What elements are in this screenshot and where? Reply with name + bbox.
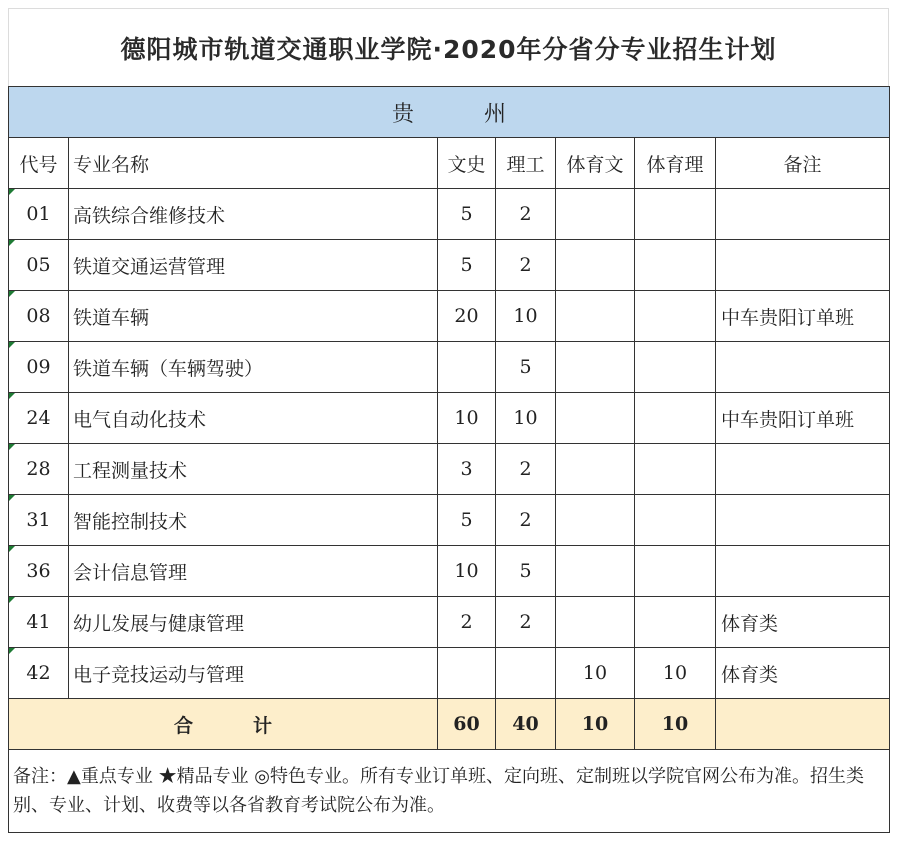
province-header-row — [9, 87, 890, 138]
tiyuli-count: 10 — [635, 648, 716, 699]
wenshi-count — [438, 648, 496, 699]
major-name: 工程测量技术 — [69, 444, 438, 495]
table-row — [9, 291, 890, 342]
wenshi-count: 5 — [438, 189, 496, 240]
major-name: 幼儿发展与健康管理 — [69, 597, 438, 648]
wenshi-count: 2 — [438, 597, 496, 648]
major-name: 会计信息管理 — [69, 546, 438, 597]
major-code: 41 — [9, 597, 69, 648]
table-row — [9, 393, 890, 444]
major-name: 电气自动化技术 — [69, 393, 438, 444]
wenshi-count: 5 — [438, 240, 496, 291]
table-row — [9, 342, 890, 393]
row-note — [716, 495, 890, 546]
row-note — [716, 189, 890, 240]
tiyuwen-count — [556, 189, 635, 240]
ligong-count — [496, 648, 556, 699]
remarks-text: 备注：▲重点专业 ★精品专业 ◎特色专业。所有专业订单班、定向班、定制班以学院官网公布为准。招生类别、专业、计划、收费等以各省教育考试院公布为准。 — [9, 750, 890, 833]
tiyuli-count — [635, 291, 716, 342]
tiyuwen-count — [556, 291, 635, 342]
row-note: 体育类 — [716, 597, 890, 648]
wenshi-count: 5 — [438, 495, 496, 546]
tiyuwen-count — [556, 597, 635, 648]
col-header-note: 备注 — [716, 138, 890, 189]
tiyuli-count — [635, 444, 716, 495]
page-title: 德阳城市轨道交通职业学院·2020年分省分专业招生计划 — [8, 8, 889, 86]
major-name: 智能控制技术 — [69, 495, 438, 546]
ligong-count: 2 — [496, 189, 556, 240]
ligong-count: 10 — [496, 393, 556, 444]
major-code: 28 — [9, 444, 69, 495]
major-code: 36 — [9, 546, 69, 597]
province-name: 贵 州 — [9, 87, 890, 138]
major-code: 01 — [9, 189, 69, 240]
col-header-major: 专业名称 — [69, 138, 438, 189]
major-name: 铁道车辆（车辆驾驶） — [69, 342, 438, 393]
total-tiyuli: 10 — [635, 699, 716, 750]
col-header-ligong: 理工 — [496, 138, 556, 189]
tiyuli-count — [635, 495, 716, 546]
col-header-wenshi: 文史 — [438, 138, 496, 189]
major-code: 31 — [9, 495, 69, 546]
table-row — [9, 648, 890, 699]
wenshi-count: 3 — [438, 444, 496, 495]
major-name: 铁道车辆 — [69, 291, 438, 342]
table-row — [9, 444, 890, 495]
major-code: 09 — [9, 342, 69, 393]
ligong-count: 10 — [496, 291, 556, 342]
total-label: 合 计 — [9, 699, 438, 750]
tiyuwen-count — [556, 495, 635, 546]
tiyuli-count — [635, 393, 716, 444]
major-code: 08 — [9, 291, 69, 342]
total-row — [9, 699, 890, 750]
major-name: 铁道交通运营管理 — [69, 240, 438, 291]
tiyuli-count — [635, 546, 716, 597]
remarks-row — [9, 750, 890, 833]
ligong-count: 2 — [496, 240, 556, 291]
ligong-count: 2 — [496, 495, 556, 546]
major-name: 高铁综合维修技术 — [69, 189, 438, 240]
major-code: 42 — [9, 648, 69, 699]
major-code: 24 — [9, 393, 69, 444]
ligong-count: 5 — [496, 342, 556, 393]
tiyuwen-count — [556, 240, 635, 291]
major-name: 电子竞技运动与管理 — [69, 648, 438, 699]
tiyuli-count — [635, 342, 716, 393]
col-header-code: 代号 — [9, 138, 69, 189]
row-note — [716, 546, 890, 597]
table-row — [9, 546, 890, 597]
tiyuwen-count: 10 — [556, 648, 635, 699]
wenshi-count — [438, 342, 496, 393]
wenshi-count: 10 — [438, 393, 496, 444]
column-header-row — [9, 138, 890, 189]
ligong-count: 2 — [496, 597, 556, 648]
wenshi-count: 10 — [438, 546, 496, 597]
tiyuwen-count — [556, 342, 635, 393]
row-note: 中车贵阳订单班 — [716, 291, 890, 342]
row-note — [716, 444, 890, 495]
col-header-tiyuwen: 体育文 — [556, 138, 635, 189]
total-ligong: 40 — [496, 699, 556, 750]
col-header-tiyuli: 体育理 — [635, 138, 716, 189]
table-row — [9, 189, 890, 240]
table-row — [9, 597, 890, 648]
tiyuli-count — [635, 240, 716, 291]
wenshi-count: 20 — [438, 291, 496, 342]
table-row — [9, 240, 890, 291]
tiyuwen-count — [556, 393, 635, 444]
enrollment-table — [8, 86, 890, 833]
tiyuwen-count — [556, 546, 635, 597]
tiyuwen-count — [556, 444, 635, 495]
row-note: 中车贵阳订单班 — [716, 393, 890, 444]
ligong-count: 2 — [496, 444, 556, 495]
ligong-count: 5 — [496, 546, 556, 597]
tiyuli-count — [635, 597, 716, 648]
total-note — [716, 699, 890, 750]
major-code: 05 — [9, 240, 69, 291]
row-note: 体育类 — [716, 648, 890, 699]
total-wenshi: 60 — [438, 699, 496, 750]
enrollment-plan-sheet — [8, 8, 889, 833]
tiyuli-count — [635, 189, 716, 240]
table-row — [9, 495, 890, 546]
row-note — [716, 240, 890, 291]
total-tiyuwen: 10 — [556, 699, 635, 750]
row-note — [716, 342, 890, 393]
